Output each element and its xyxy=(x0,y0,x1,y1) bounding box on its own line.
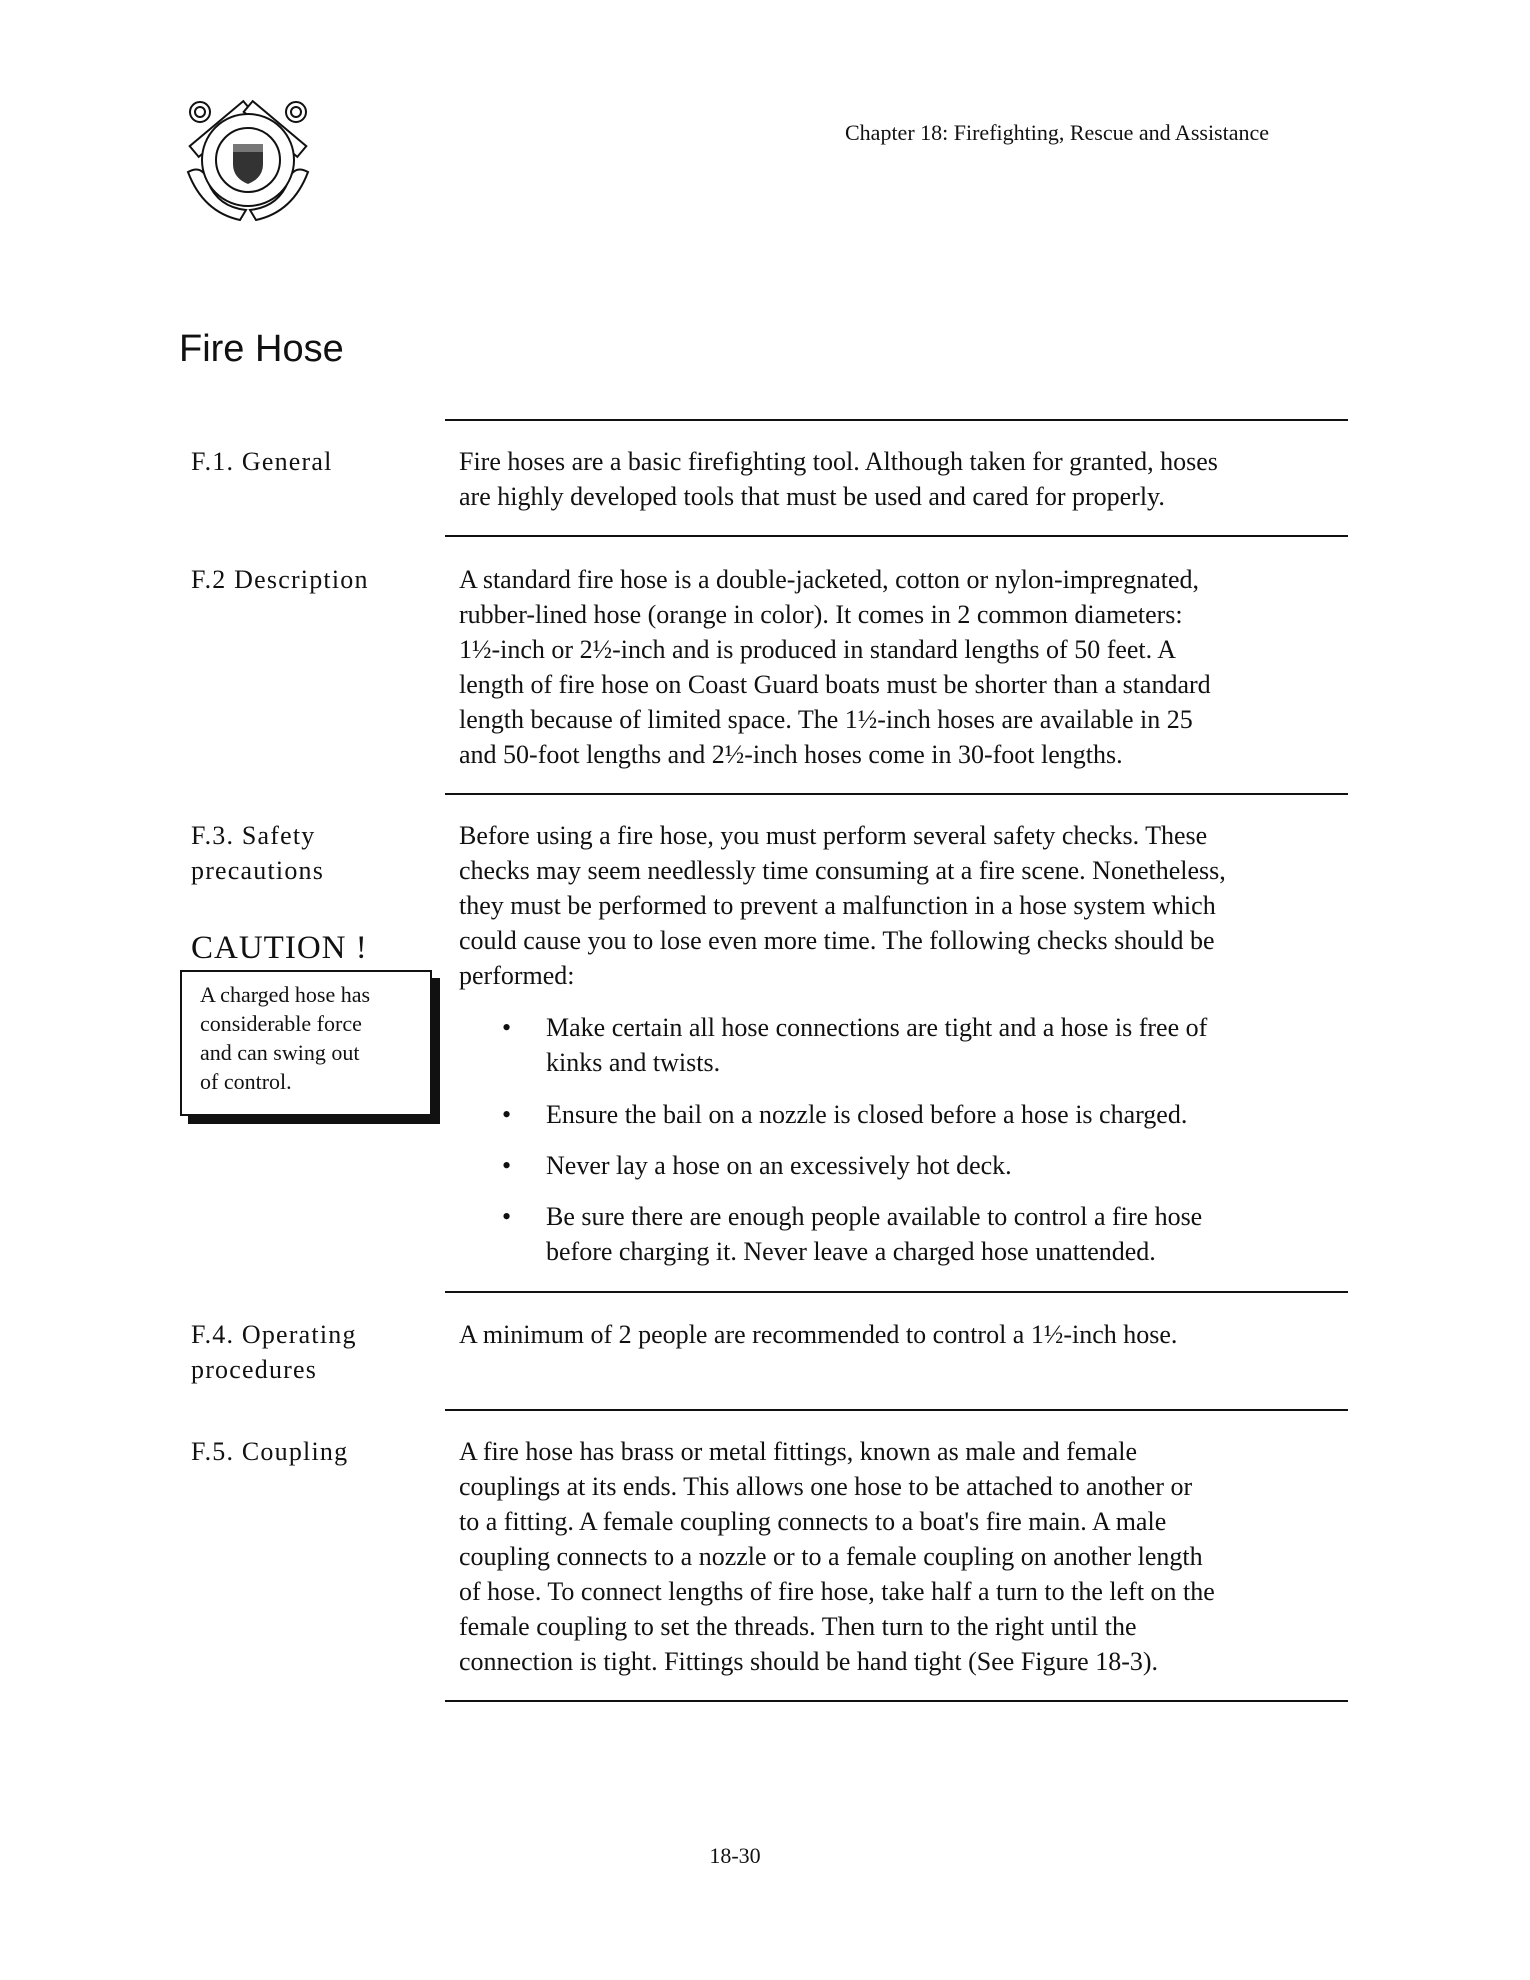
bullet-text xyxy=(546,1010,1207,1080)
section-label xyxy=(191,562,369,597)
body-line: connection is tight. Fittings should be hand tight (See Figure 18-3). xyxy=(459,1647,1159,1676)
section-body xyxy=(459,444,1218,514)
coast-guard-logo xyxy=(178,92,318,222)
divider xyxy=(445,419,1348,421)
bullet-line: Never lay a hose on an excessively hot deck. xyxy=(546,1151,1012,1180)
body-line: to a fitting. A female coupling connects to a boat's fire main. A male xyxy=(459,1507,1167,1536)
body-line: length of fire hose on Coast Guard boats must be shorter than a standard xyxy=(459,670,1211,699)
body-line: length because of limited space. The 1½-inch hoses are available in 25 xyxy=(459,705,1193,734)
body-line: A minimum of 2 people are recommended to control a 1½-inch hose. xyxy=(459,1320,1178,1349)
page-title: Fire Hose xyxy=(179,328,344,370)
body-line: coupling connects to a nozzle or to a female coupling on another length xyxy=(459,1542,1203,1571)
divider xyxy=(445,1291,1348,1293)
section-body xyxy=(459,562,1211,772)
divider xyxy=(445,793,1348,795)
body-line: could cause you to lose even more time. The following checks should be xyxy=(459,926,1215,955)
bullet-text xyxy=(546,1097,1187,1132)
divider xyxy=(445,1409,1348,1411)
section-label-line: F.1. General xyxy=(191,447,333,476)
body-line: of hose. To connect lengths of fire hose, take half a turn to the left on the xyxy=(459,1577,1215,1606)
caution-box xyxy=(180,970,432,1116)
bullet-line: kinks and twists. xyxy=(546,1048,721,1077)
section-label xyxy=(191,444,333,479)
section-label xyxy=(191,818,324,888)
body-line: A standard fire hose is a double-jacketed, cotton or nylon-impregnated, xyxy=(459,565,1200,594)
body-line: are highly developed tools that must be used and cared for properly. xyxy=(459,482,1165,511)
section-label-line: procedures xyxy=(191,1355,318,1384)
section-label xyxy=(191,1317,357,1387)
bullet-icon: • xyxy=(502,1100,512,1129)
body-line: female coupling to set the threads. Then turn to the right until the xyxy=(459,1612,1137,1641)
bullet-icon: • xyxy=(502,1202,512,1231)
section-label-line: F.4. Operating xyxy=(191,1320,357,1349)
page-number: 18-30 xyxy=(709,1843,761,1868)
body-line: A fire hose has brass or metal fittings, known as male and female xyxy=(459,1437,1137,1466)
section-label-line: F.3. Safety xyxy=(191,821,316,850)
bullet-line: before charging it. Never leave a charged hose unattended. xyxy=(546,1237,1156,1266)
body-line: 1½-inch or 2½-inch and is produced in standard lengths of 50 feet. A xyxy=(459,635,1176,664)
body-line: rubber-lined hose (orange in color). It comes in 2 common diameters: xyxy=(459,600,1183,629)
section-label-line: F.5. Coupling xyxy=(191,1437,349,1466)
caution-line: of control. xyxy=(200,1069,292,1094)
bullet-line: Make certain all hose connections are tight and a hose is free of xyxy=(546,1013,1208,1042)
caution-line: A charged hose has xyxy=(200,982,371,1007)
section-body xyxy=(459,1317,1177,1352)
section-label xyxy=(191,1434,348,1469)
caution-line: considerable force xyxy=(200,1011,362,1036)
bullet-line: Ensure the bail on a nozzle is closed before a hose is charged. xyxy=(546,1100,1188,1129)
bullet-text xyxy=(546,1199,1202,1269)
chapter-header: Chapter 18: Firefighting, Rescue and Assistance xyxy=(845,120,1270,145)
section-body xyxy=(459,1434,1215,1679)
body-line: checks may seem needlessly time consuming at a fire scene. Nonetheless, xyxy=(459,856,1226,885)
body-line: Fire hoses are a basic firefighting tool. Although taken for granted, hoses xyxy=(459,447,1218,476)
bullet-text xyxy=(546,1148,1012,1183)
bullet-line: Be sure there are enough people available to control a fire hose xyxy=(546,1202,1203,1231)
section-label-line: F.2 Description xyxy=(191,565,369,594)
body-line: and 50-foot lengths and 2½-inch hoses come in 30-foot lengths. xyxy=(459,740,1123,769)
bullet-icon: • xyxy=(502,1151,512,1180)
caution-text xyxy=(200,980,370,1096)
caution-heading: CAUTION ! xyxy=(191,930,368,966)
divider xyxy=(445,535,1348,537)
body-line: they must be performed to prevent a malfunction in a hose system which xyxy=(459,891,1216,920)
section-label-line: precautions xyxy=(191,856,325,885)
body-line: Before using a fire hose, you must perform several safety checks. These xyxy=(459,821,1208,850)
body-line: couplings at its ends. This allows one hose to be attached to another or xyxy=(459,1472,1193,1501)
section-body xyxy=(459,818,1226,993)
bullet-icon: • xyxy=(502,1013,512,1042)
body-line: performed: xyxy=(459,961,575,990)
divider xyxy=(445,1700,1348,1702)
caution-line: and can swing out xyxy=(200,1040,360,1065)
